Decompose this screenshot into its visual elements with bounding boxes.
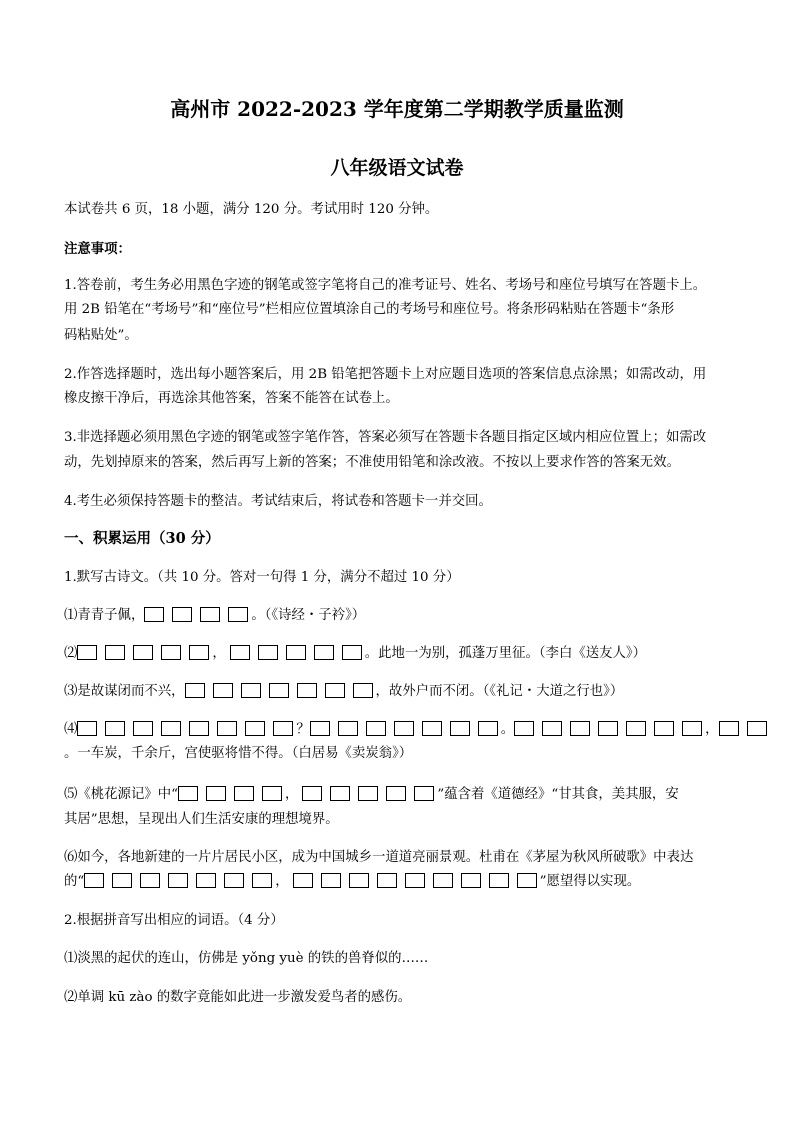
q1-item-2: ⑵ ， 。此地一为别，孤蓬万里征。（李白《送友人》） bbox=[64, 646, 646, 661]
answer-box[interactable] bbox=[213, 683, 233, 698]
answer-box[interactable] bbox=[478, 721, 498, 736]
note-2-line-1: 2.作答选择题时，选出每小题答案后，用 2B 铅笔把答题卡上对应题目选项的答案信息点涂黑；如需改动，用 bbox=[64, 367, 707, 382]
answer-box[interactable] bbox=[747, 721, 767, 736]
answer-box[interactable] bbox=[161, 721, 181, 736]
note-1-line-2: 用 2B 铅笔在“考场号”和“座位号”栏相应位置填涂自己的考场号和座位号。将条形码粘贴在答题卡“条形 bbox=[64, 302, 675, 317]
answer-box[interactable] bbox=[105, 721, 125, 736]
answer-box[interactable] bbox=[654, 721, 674, 736]
q2-item-1: ⑴淡黑的起伏的连山，仿佛是 yǒng yuè 的铁的兽脊似的…… bbox=[64, 951, 429, 966]
answer-box[interactable] bbox=[224, 873, 244, 888]
answer-box[interactable] bbox=[405, 873, 425, 888]
answer-box[interactable] bbox=[178, 786, 198, 801]
answer-box[interactable] bbox=[172, 607, 192, 622]
answer-box[interactable] bbox=[140, 873, 160, 888]
q1-item-3: ⑶是故谋闭而不兴， ，故外户而不闭。（《礼记・大道之行也》） bbox=[64, 684, 624, 699]
answer-box[interactable] bbox=[570, 721, 590, 736]
answer-box[interactable] bbox=[293, 873, 313, 888]
answer-box[interactable] bbox=[517, 873, 537, 888]
answer-box[interactable] bbox=[514, 721, 534, 736]
answer-box[interactable] bbox=[84, 873, 104, 888]
answer-box[interactable] bbox=[206, 786, 226, 801]
exam-title: 高州市 2022-2023 学年度第二学期教学质量监测 bbox=[170, 97, 624, 121]
section-heading: 一、积累运用（30 分） bbox=[64, 530, 220, 547]
q1-item-6-line-2: 的“ ， ”愿望得以实现。 bbox=[64, 874, 641, 889]
answer-box[interactable] bbox=[196, 873, 216, 888]
notes-heading: 注意事项： bbox=[64, 241, 131, 257]
answer-box[interactable] bbox=[112, 873, 132, 888]
answer-box[interactable] bbox=[719, 721, 739, 736]
answer-box[interactable] bbox=[297, 683, 317, 698]
answer-box[interactable] bbox=[349, 873, 369, 888]
answer-box[interactable] bbox=[542, 721, 562, 736]
answer-box[interactable] bbox=[189, 721, 209, 736]
answer-box[interactable] bbox=[414, 786, 434, 801]
answer-box[interactable] bbox=[185, 683, 205, 698]
answer-box[interactable] bbox=[386, 786, 406, 801]
answer-box[interactable] bbox=[302, 786, 322, 801]
q1-item-1: ⑴青青子佩， 。（《诗经・子衿》） bbox=[64, 608, 366, 623]
note-1-line-3: 码粘贴处”。 bbox=[64, 328, 138, 343]
q1-item-5: ⑸《桃花源记》中“ ， ”蕴含着《道德经》“甘其食，美其服，安 bbox=[64, 787, 679, 802]
answer-box[interactable] bbox=[330, 786, 350, 801]
note-3-line-1: 3.非选择题必须用黑色字迹的钢笔或签字笔作答，答案必须写在答题卡各题目指定区域内相应位置上；如需改 bbox=[64, 430, 707, 445]
answer-box[interactable] bbox=[168, 873, 188, 888]
answer-box[interactable] bbox=[228, 607, 248, 622]
intro-text: 本试卷共 6 页，18 小题，满分 120 分。考试用时 120 分钟。 bbox=[64, 202, 439, 217]
answer-box[interactable] bbox=[286, 645, 306, 660]
answer-box[interactable] bbox=[325, 683, 345, 698]
answer-box[interactable] bbox=[377, 873, 397, 888]
answer-box[interactable] bbox=[310, 721, 330, 736]
note-3-line-2: 动，先划掉原来的答案，然后再写上新的答案；不准使用铅笔和涂改液。不按以上要求作答的答案无效。 bbox=[64, 455, 680, 470]
q2-stem: 2.根据拼音写出相应的词语。（4 分） bbox=[64, 913, 284, 928]
answer-box[interactable] bbox=[234, 786, 254, 801]
answer-box[interactable] bbox=[422, 721, 442, 736]
answer-box[interactable] bbox=[200, 607, 220, 622]
answer-box[interactable] bbox=[245, 721, 265, 736]
answer-box[interactable] bbox=[682, 721, 702, 736]
answer-box[interactable] bbox=[258, 645, 278, 660]
q2-item-2: ⑵单调 kū zào 的数字竟能如此进一步激发爱鸟者的感伤。 bbox=[64, 990, 412, 1005]
answer-box[interactable] bbox=[77, 645, 97, 660]
answer-box[interactable] bbox=[321, 873, 341, 888]
answer-box[interactable] bbox=[144, 607, 164, 622]
answer-box[interactable] bbox=[489, 873, 509, 888]
answer-box[interactable] bbox=[626, 721, 646, 736]
q1-item-6-line-1: ⑹如今，各地新建的一片片居民小区，成为中国城乡一道道亮丽景观。杜甫在《茅屋为秋风所破歌》中表达 bbox=[64, 850, 694, 865]
q1-item-5-line-2: 其居”思想，呈现出人们生活安康的理想境界。 bbox=[64, 812, 339, 827]
exam-subtitle: 八年级语文试卷 bbox=[330, 157, 464, 179]
q1-item-4: ⑷ ？ 。 ， bbox=[64, 721, 775, 739]
answer-box[interactable] bbox=[433, 873, 453, 888]
answer-box[interactable] bbox=[366, 721, 386, 736]
answer-box[interactable] bbox=[252, 873, 272, 888]
answer-box[interactable] bbox=[133, 721, 153, 736]
note-2-line-2: 橡皮擦干净后，再选涂其他答案，答案不能答在试卷上。 bbox=[64, 391, 399, 406]
answer-box[interactable] bbox=[394, 721, 414, 736]
answer-box[interactable] bbox=[77, 721, 97, 736]
answer-box[interactable] bbox=[314, 645, 334, 660]
answer-box[interactable] bbox=[342, 645, 362, 660]
note-1-line-1: 1.答卷前，考生务必用黑色字迹的钢笔或签字笔将自己的准考证号、姓名、考场号和座位号填写在答题卡上。 bbox=[64, 278, 707, 293]
q1-item-4-line-2: 。一车炭，千余斤，宫使驱将惜不得。（白居易《卖炭翁》） bbox=[64, 746, 413, 761]
answer-box[interactable] bbox=[598, 721, 618, 736]
answer-box[interactable] bbox=[353, 683, 373, 698]
answer-box[interactable] bbox=[262, 786, 282, 801]
answer-box[interactable] bbox=[217, 721, 237, 736]
answer-box[interactable] bbox=[273, 721, 293, 736]
answer-box[interactable] bbox=[105, 645, 125, 660]
answer-box[interactable] bbox=[241, 683, 261, 698]
answer-box[interactable] bbox=[338, 721, 358, 736]
answer-box[interactable] bbox=[358, 786, 378, 801]
answer-box[interactable] bbox=[461, 873, 481, 888]
answer-box[interactable] bbox=[230, 645, 250, 660]
answer-box[interactable] bbox=[161, 645, 181, 660]
q1-stem: 1.默写古诗文。（共 10 分。答对一句得 1 分，满分不超过 10 分） bbox=[64, 570, 460, 585]
answer-box[interactable] bbox=[189, 645, 209, 660]
answer-box[interactable] bbox=[450, 721, 470, 736]
answer-box[interactable] bbox=[269, 683, 289, 698]
answer-box[interactable] bbox=[133, 645, 153, 660]
note-4: 4.考生必须保持答题卡的整洁。考试结束后，将试卷和答题卡一并交回。 bbox=[64, 494, 492, 509]
